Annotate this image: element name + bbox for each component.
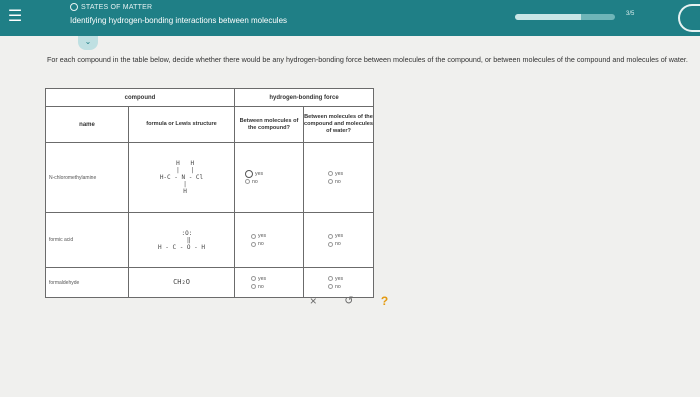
same-radio-group <box>235 268 304 298</box>
compound-header: compound <box>46 89 235 107</box>
user-icon[interactable] <box>678 4 700 32</box>
radio-label: no <box>335 178 341 185</box>
radio-no[interactable] <box>326 240 373 248</box>
radio-yes[interactable] <box>249 275 303 283</box>
radio-yes[interactable] <box>326 232 373 240</box>
topic-title: Identifying hydrogen-bonding interactions between molecules <box>70 16 288 25</box>
radio-no[interactable] <box>249 283 303 291</box>
radio-circle-icon[interactable] <box>328 171 333 176</box>
radio-circle-icon[interactable] <box>328 179 333 184</box>
radio-no[interactable] <box>243 178 303 186</box>
name-header: name <box>46 107 129 143</box>
top-header <box>0 0 700 36</box>
radio-no[interactable] <box>326 178 373 186</box>
formula-cell <box>129 268 235 298</box>
radio-yes[interactable] <box>243 170 303 178</box>
help-icon[interactable]: ? <box>380 294 389 308</box>
compound-name: formaldehyde <box>46 268 129 298</box>
lewis-structure: H H | | H-C - N - Cl | H <box>159 160 204 195</box>
formula-cell <box>129 143 235 213</box>
radio-label: yes <box>255 170 264 177</box>
formula-cell <box>129 213 235 268</box>
radio-label: no <box>252 178 258 185</box>
radio-label: no <box>335 241 341 247</box>
radio-circle-icon[interactable] <box>251 242 256 247</box>
section-label <box>70 3 152 11</box>
compound-name: N-chloromethylamine <box>46 143 129 213</box>
radio-label: yes <box>335 275 344 282</box>
question-instructions: For each compound in the table below, decide whether there would be any hydrogen-bonding force between molecules of the compound, or between molecules of the compound and molecules of water. <box>47 55 688 64</box>
radio-circle-icon[interactable] <box>251 284 256 289</box>
lewis-structure: :O: ‖ H - C - O - H <box>158 229 205 251</box>
clear-icon[interactable]: × <box>309 294 317 308</box>
radio-label: no <box>335 283 341 290</box>
table-row <box>46 213 374 268</box>
undo-icon[interactable]: ↺ <box>344 295 354 307</box>
section-title: STATES OF MATTER <box>81 3 153 11</box>
formula-text: CH₂O <box>173 278 190 286</box>
radio-yes[interactable] <box>326 275 373 283</box>
radio-label: yes <box>335 170 344 177</box>
compound-name: formic acid <box>46 213 129 268</box>
radio-label: yes <box>258 275 267 282</box>
progress-fill <box>515 14 581 20</box>
radio-circle-icon[interactable] <box>328 234 333 239</box>
same-radio-group <box>235 143 304 213</box>
section-circle-icon <box>70 3 78 11</box>
radio-label: no <box>258 241 264 247</box>
radio-circle-icon[interactable] <box>245 179 250 184</box>
compound-table <box>45 88 374 298</box>
radio-circle-icon[interactable] <box>251 276 256 281</box>
radio-yes[interactable] <box>326 170 373 178</box>
radio-label: yes <box>335 233 344 239</box>
radio-no[interactable] <box>249 240 303 248</box>
water-radio-group <box>304 213 374 268</box>
between-same-header: Between molecules of the compound? <box>235 107 304 143</box>
answer-toolbar <box>296 291 402 311</box>
progress-bar <box>515 14 615 20</box>
hbond-header: hydrogen-bonding force <box>235 89 374 107</box>
radio-label: yes <box>258 233 267 239</box>
formula-header: formula or Lewis structure <box>129 107 235 143</box>
progress-text: 3/5 <box>626 11 635 17</box>
radio-yes[interactable] <box>249 232 303 240</box>
radio-label: no <box>258 283 264 290</box>
table-row <box>46 143 374 213</box>
radio-circle-icon[interactable] <box>245 170 253 178</box>
collapse-chevron-icon[interactable]: ⌄ <box>78 36 98 50</box>
between-water-header: Between molecules of the compound and molecules of water? <box>304 107 374 143</box>
water-radio-group <box>304 143 374 213</box>
menu-icon[interactable]: ☰ <box>7 8 23 25</box>
radio-circle-icon[interactable] <box>328 276 333 281</box>
radio-circle-icon[interactable] <box>328 242 333 247</box>
radio-circle-icon[interactable] <box>328 284 333 289</box>
radio-no[interactable] <box>326 283 373 291</box>
radio-circle-icon[interactable] <box>251 234 256 239</box>
same-radio-group <box>235 213 304 268</box>
